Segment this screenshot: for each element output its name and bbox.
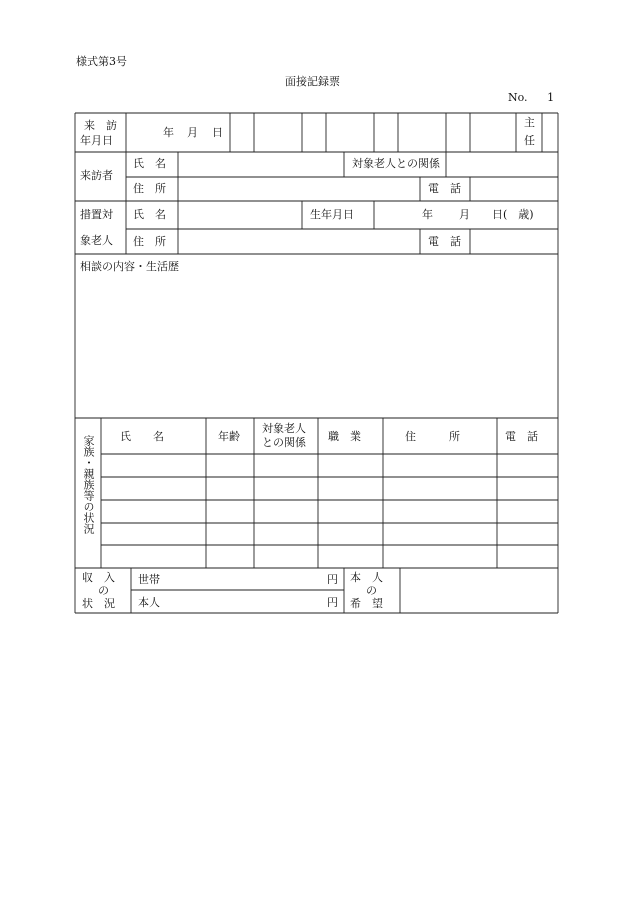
income-label-line2: の	[98, 584, 109, 597]
wish-label-line1: 本 人	[350, 571, 383, 584]
visitor-phone-label: 電 話	[428, 182, 461, 195]
visitor-address-input[interactable]	[178, 178, 419, 200]
family-header-relation-line1: 対象老人	[262, 422, 306, 435]
subject-name-label: 氏 名	[133, 208, 166, 221]
visitor-name-label: 氏 名	[133, 157, 166, 170]
subject-address-input[interactable]	[178, 230, 419, 253]
document-number-value: 1	[547, 91, 555, 104]
visit-month-field[interactable]: 月	[187, 126, 198, 139]
wish-label-line2: の	[366, 584, 377, 597]
subject-birth-year: 年	[422, 208, 433, 221]
document-number-label: No.	[508, 91, 528, 104]
subject-phone-input[interactable]	[471, 230, 557, 253]
family-header-age: 年齢	[218, 430, 240, 443]
subject-label-line1: 措置対	[80, 208, 113, 221]
family-header-relation-line2: との関係	[262, 436, 306, 449]
chief-label-line1: 主	[524, 116, 535, 129]
visitor-relation-label: 対象老人との関係	[352, 157, 440, 170]
subject-phone-label: 電 話	[428, 235, 461, 248]
visitor-label: 来訪者	[80, 169, 113, 182]
subject-label-line2: 象老人	[80, 234, 113, 247]
family-header-phone: 電 話	[505, 430, 538, 443]
visitor-relation-input[interactable]	[447, 153, 557, 176]
family-header-name: 氏 名	[120, 430, 164, 443]
visitor-phone-input[interactable]	[471, 178, 557, 200]
subject-name-input[interactable]	[178, 202, 301, 228]
consultation-textarea[interactable]	[76, 278, 557, 417]
form-number: 様式第3号	[76, 55, 127, 68]
family-side-label: 家族・親族等の状況	[82, 435, 95, 534]
family-header-address: 住 所	[405, 430, 460, 443]
wish-label-line3: 希 望	[350, 597, 383, 610]
income-label-line3: 状 況	[82, 597, 115, 610]
self-income-label: 本人	[138, 596, 160, 609]
subject-birth-label: 生年月日	[310, 208, 354, 221]
wish-input[interactable]	[401, 569, 557, 612]
household-income-label: 世帯	[138, 573, 160, 586]
visitor-address-label: 住 所	[133, 182, 166, 195]
subject-address-label: 住 所	[133, 235, 166, 248]
income-label-line1: 収 入	[82, 571, 115, 584]
family-header-job: 職 業	[328, 430, 361, 443]
subject-birth-day-age: 日( 歳)	[492, 208, 534, 221]
self-income-yen: 円	[327, 596, 338, 609]
visit-date-label-line2: 年月日	[80, 134, 113, 147]
page-title: 面接記録票	[285, 75, 340, 88]
chief-label-line2: 任	[524, 134, 535, 147]
subject-birth-month: 月	[459, 208, 470, 221]
visit-year-field[interactable]: 年	[163, 126, 174, 139]
visitor-name-input[interactable]	[178, 153, 343, 176]
visit-date-label-line1: 来 訪	[84, 119, 117, 132]
visit-day-field[interactable]: 日	[212, 126, 223, 139]
consultation-label: 相談の内容・生活歴	[80, 260, 179, 273]
household-income-yen: 円	[327, 573, 338, 586]
